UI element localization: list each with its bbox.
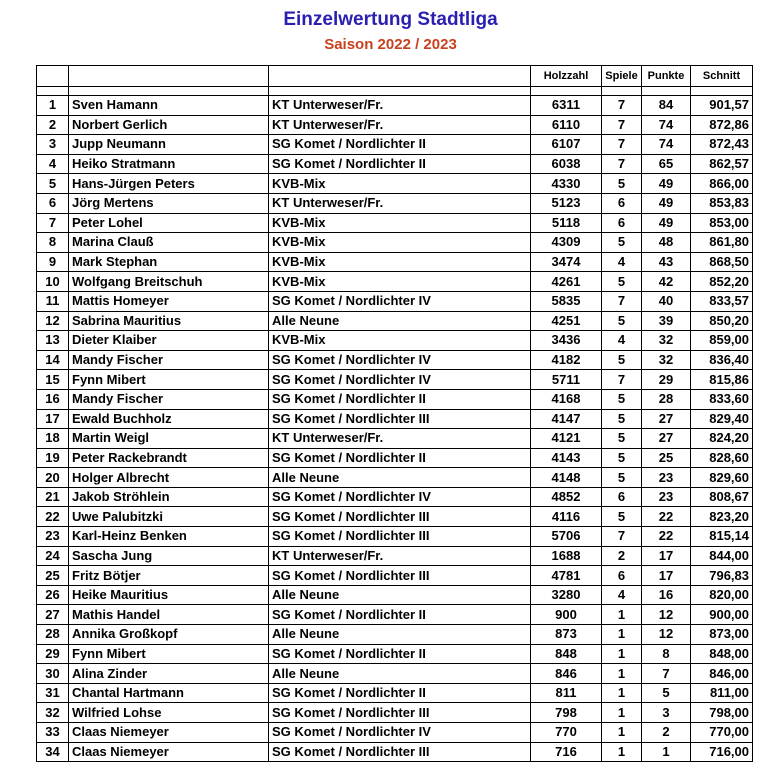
team-cell: KT Unterweser/Fr. xyxy=(269,96,531,116)
player-name-cell: Ewald Buchholz xyxy=(69,409,269,429)
punkte-cell: 39 xyxy=(642,311,691,331)
spiele-cell: 5 xyxy=(602,233,642,253)
schnitt-cell: 829,60 xyxy=(691,468,753,488)
rank-cell: 3 xyxy=(37,135,69,155)
holzzahl-cell: 848 xyxy=(531,644,602,664)
spiele-cell: 7 xyxy=(602,96,642,116)
punkte-cell: 32 xyxy=(642,331,691,351)
table-row xyxy=(37,507,753,527)
punkte-cell: 8 xyxy=(642,644,691,664)
team-cell: Alle Neune xyxy=(269,664,531,684)
table-row xyxy=(37,429,753,449)
player-name-cell: Dieter Klaiber xyxy=(69,331,269,351)
team-cell: KVB-Mix xyxy=(269,252,531,272)
spiele-cell: 4 xyxy=(602,252,642,272)
schnitt-cell: 770,00 xyxy=(691,723,753,743)
schnitt-cell: 844,00 xyxy=(691,546,753,566)
team-cell: KT Unterweser/Fr. xyxy=(269,115,531,135)
team-cell: SG Komet / Nordlichter II xyxy=(269,605,531,625)
table-row xyxy=(37,625,753,645)
team-cell: KVB-Mix xyxy=(269,174,531,194)
spiele-cell: 5 xyxy=(602,409,642,429)
spiele-cell: 1 xyxy=(602,664,642,684)
holzzahl-cell: 846 xyxy=(531,664,602,684)
schnitt-cell: 868,50 xyxy=(691,252,753,272)
holzzahl-cell: 4309 xyxy=(531,233,602,253)
table-row xyxy=(37,96,753,116)
punkte-cell: 5 xyxy=(642,683,691,703)
holzzahl-cell: 4168 xyxy=(531,389,602,409)
header-schnitt: Schnitt xyxy=(691,66,753,87)
spiele-cell: 5 xyxy=(602,468,642,488)
schnitt-cell: 873,00 xyxy=(691,625,753,645)
schnitt-cell: 808,67 xyxy=(691,487,753,507)
holzzahl-cell: 4121 xyxy=(531,429,602,449)
table-row xyxy=(37,644,753,664)
holzzahl-cell: 4182 xyxy=(531,350,602,370)
punkte-cell: 17 xyxy=(642,546,691,566)
rank-cell: 16 xyxy=(37,389,69,409)
player-name-cell: Peter Rackebrandt xyxy=(69,448,269,468)
holzzahl-cell: 4148 xyxy=(531,468,602,488)
table-row xyxy=(37,331,753,351)
rank-cell: 33 xyxy=(37,723,69,743)
rank-cell: 25 xyxy=(37,566,69,586)
spiele-cell: 1 xyxy=(602,605,642,625)
team-cell: SG Komet / Nordlichter II xyxy=(269,389,531,409)
team-cell: SG Komet / Nordlichter II xyxy=(269,448,531,468)
player-name-cell: Holger Albrecht xyxy=(69,468,269,488)
schnitt-cell: 815,14 xyxy=(691,527,753,547)
punkte-cell: 25 xyxy=(642,448,691,468)
spiele-cell: 5 xyxy=(602,429,642,449)
schnitt-cell: 833,57 xyxy=(691,291,753,311)
player-name-cell: Mattis Homeyer xyxy=(69,291,269,311)
rank-cell: 22 xyxy=(37,507,69,527)
spiele-cell: 1 xyxy=(602,625,642,645)
holzzahl-cell: 4116 xyxy=(531,507,602,527)
holzzahl-cell: 4143 xyxy=(531,448,602,468)
rank-cell: 9 xyxy=(37,252,69,272)
player-name-cell: Alina Zinder xyxy=(69,664,269,684)
spiele-cell: 1 xyxy=(602,683,642,703)
table-row xyxy=(37,350,753,370)
rank-cell: 5 xyxy=(37,174,69,194)
punkte-cell: 48 xyxy=(642,233,691,253)
punkte-cell: 16 xyxy=(642,585,691,605)
schnitt-cell: 872,43 xyxy=(691,135,753,155)
rank-cell: 7 xyxy=(37,213,69,233)
spiele-cell: 6 xyxy=(602,487,642,507)
punkte-cell: 12 xyxy=(642,605,691,625)
punkte-cell: 65 xyxy=(642,154,691,174)
punkte-cell: 17 xyxy=(642,566,691,586)
spiele-cell: 2 xyxy=(602,546,642,566)
spiele-cell: 6 xyxy=(602,566,642,586)
table-row xyxy=(37,664,753,684)
rank-cell: 11 xyxy=(37,291,69,311)
spiele-cell: 1 xyxy=(602,644,642,664)
holzzahl-cell: 3474 xyxy=(531,252,602,272)
team-cell: SG Komet / Nordlichter II xyxy=(269,644,531,664)
punkte-cell: 27 xyxy=(642,429,691,449)
holzzahl-cell: 3280 xyxy=(531,585,602,605)
punkte-cell: 12 xyxy=(642,625,691,645)
rank-cell: 31 xyxy=(37,683,69,703)
holzzahl-cell: 4852 xyxy=(531,487,602,507)
spiele-cell: 7 xyxy=(602,291,642,311)
punkte-cell: 27 xyxy=(642,409,691,429)
punkte-cell: 74 xyxy=(642,115,691,135)
team-cell: KT Unterweser/Fr. xyxy=(269,193,531,213)
spiele-cell: 1 xyxy=(602,742,642,762)
spiele-cell: 5 xyxy=(602,350,642,370)
team-cell: SG Komet / Nordlichter II xyxy=(269,135,531,155)
rank-cell: 20 xyxy=(37,468,69,488)
table-row xyxy=(37,605,753,625)
schnitt-cell: 815,86 xyxy=(691,370,753,390)
schnitt-cell: 848,00 xyxy=(691,644,753,664)
table-row xyxy=(37,389,753,409)
player-name-cell: Wolfgang Breitschuh xyxy=(69,272,269,292)
holzzahl-cell: 6110 xyxy=(531,115,602,135)
team-cell: SG Komet / Nordlichter III xyxy=(269,742,531,762)
table-row xyxy=(37,585,753,605)
punkte-cell: 22 xyxy=(642,507,691,527)
table-row xyxy=(37,703,753,723)
holzzahl-cell: 4147 xyxy=(531,409,602,429)
punkte-cell: 84 xyxy=(642,96,691,116)
holzzahl-cell: 811 xyxy=(531,683,602,703)
schnitt-cell: 859,00 xyxy=(691,331,753,351)
player-name-cell: Fynn Mibert xyxy=(69,644,269,664)
schnitt-cell: 901,57 xyxy=(691,96,753,116)
rank-cell: 32 xyxy=(37,703,69,723)
team-cell: SG Komet / Nordlichter IV xyxy=(269,291,531,311)
schnitt-cell: 811,00 xyxy=(691,683,753,703)
holzzahl-cell: 4251 xyxy=(531,311,602,331)
holzzahl-cell: 5706 xyxy=(531,527,602,547)
page-subtitle: Saison 2022 / 2023 xyxy=(324,36,457,53)
schnitt-cell: 836,40 xyxy=(691,350,753,370)
player-name-cell: Mandy Fischer xyxy=(69,350,269,370)
rank-cell: 10 xyxy=(37,272,69,292)
spiele-cell: 1 xyxy=(602,703,642,723)
rank-cell: 15 xyxy=(37,370,69,390)
spiele-cell: 5 xyxy=(602,389,642,409)
header-name xyxy=(69,66,269,87)
player-name-cell: Heiko Stratmann xyxy=(69,154,269,174)
holzzahl-cell: 4330 xyxy=(531,174,602,194)
player-name-cell: Claas Niemeyer xyxy=(69,723,269,743)
schnitt-cell: 862,57 xyxy=(691,154,753,174)
schnitt-cell: 798,00 xyxy=(691,703,753,723)
spiele-cell: 5 xyxy=(602,311,642,331)
holzzahl-cell: 716 xyxy=(531,742,602,762)
player-name-cell: Mathis Handel xyxy=(69,605,269,625)
spiele-cell: 4 xyxy=(602,585,642,605)
player-name-cell: Martin Weigl xyxy=(69,429,269,449)
spiele-cell: 7 xyxy=(602,370,642,390)
spiele-cell: 4 xyxy=(602,331,642,351)
player-name-cell: Jakob Ströhlein xyxy=(69,487,269,507)
schnitt-cell: 850,20 xyxy=(691,311,753,331)
schnitt-cell: 900,00 xyxy=(691,605,753,625)
rank-cell: 27 xyxy=(37,605,69,625)
rank-cell: 30 xyxy=(37,664,69,684)
holzzahl-cell: 900 xyxy=(531,605,602,625)
player-name-cell: Fritz Bötjer xyxy=(69,566,269,586)
schnitt-cell: 853,83 xyxy=(691,193,753,213)
punkte-cell: 1 xyxy=(642,742,691,762)
player-name-cell: Karl-Heinz Benken xyxy=(69,527,269,547)
table-row xyxy=(37,409,753,429)
holzzahl-cell: 3436 xyxy=(531,331,602,351)
rank-cell: 17 xyxy=(37,409,69,429)
punkte-cell: 7 xyxy=(642,664,691,684)
punkte-cell: 2 xyxy=(642,723,691,743)
punkte-cell: 28 xyxy=(642,389,691,409)
spiele-cell: 7 xyxy=(602,135,642,155)
spiele-cell: 5 xyxy=(602,272,642,292)
player-name-cell: Claas Niemeyer xyxy=(69,742,269,762)
team-cell: KVB-Mix xyxy=(269,272,531,292)
rank-cell: 4 xyxy=(37,154,69,174)
player-name-cell: Chantal Hartmann xyxy=(69,683,269,703)
team-cell: KT Unterweser/Fr. xyxy=(269,546,531,566)
player-name-cell: Uwe Palubitzki xyxy=(69,507,269,527)
punkte-cell: 74 xyxy=(642,135,691,155)
team-cell: SG Komet / Nordlichter IV xyxy=(269,370,531,390)
holzzahl-cell: 4261 xyxy=(531,272,602,292)
punkte-cell: 23 xyxy=(642,468,691,488)
table-row xyxy=(37,468,753,488)
table-row xyxy=(37,527,753,547)
holzzahl-cell: 1688 xyxy=(531,546,602,566)
rank-cell: 21 xyxy=(37,487,69,507)
schnitt-cell: 796,83 xyxy=(691,566,753,586)
schnitt-cell: 823,20 xyxy=(691,507,753,527)
schnitt-cell: 852,20 xyxy=(691,272,753,292)
table-row xyxy=(37,115,753,135)
page-title: Einzelwertung Stadtliga xyxy=(283,9,498,30)
table-row xyxy=(37,291,753,311)
rank-cell: 14 xyxy=(37,350,69,370)
punkte-cell: 29 xyxy=(642,370,691,390)
schnitt-cell: 820,00 xyxy=(691,585,753,605)
rank-cell: 28 xyxy=(37,625,69,645)
player-name-cell: Mandy Fischer xyxy=(69,389,269,409)
punkte-cell: 40 xyxy=(642,291,691,311)
team-cell: KVB-Mix xyxy=(269,233,531,253)
player-name-cell: Sabrina Mauritius xyxy=(69,311,269,331)
schnitt-cell: 853,00 xyxy=(691,213,753,233)
punkte-cell: 43 xyxy=(642,252,691,272)
team-cell: SG Komet / Nordlichter IV xyxy=(269,487,531,507)
table-row xyxy=(37,487,753,507)
table-header-row xyxy=(37,66,753,87)
holzzahl-cell: 798 xyxy=(531,703,602,723)
holzzahl-cell: 5118 xyxy=(531,213,602,233)
holzzahl-cell: 6107 xyxy=(531,135,602,155)
team-cell: SG Komet / Nordlichter II xyxy=(269,154,531,174)
table-row xyxy=(37,742,753,762)
punkte-cell: 49 xyxy=(642,174,691,194)
table-row xyxy=(37,683,753,703)
team-cell: KVB-Mix xyxy=(269,213,531,233)
team-cell: SG Komet / Nordlichter III xyxy=(269,527,531,547)
rank-cell: 29 xyxy=(37,644,69,664)
team-cell: SG Komet / Nordlichter II xyxy=(269,683,531,703)
rank-cell: 8 xyxy=(37,233,69,253)
punkte-cell: 3 xyxy=(642,703,691,723)
table-row xyxy=(37,135,753,155)
table-row xyxy=(37,723,753,743)
spiele-cell: 5 xyxy=(602,448,642,468)
rank-cell: 24 xyxy=(37,546,69,566)
spiele-cell: 5 xyxy=(602,507,642,527)
rank-cell: 18 xyxy=(37,429,69,449)
punkte-cell: 42 xyxy=(642,272,691,292)
team-cell: SG Komet / Nordlichter IV xyxy=(269,723,531,743)
spiele-cell: 7 xyxy=(602,527,642,547)
table-row xyxy=(37,311,753,331)
rank-cell: 6 xyxy=(37,193,69,213)
table-row xyxy=(37,448,753,468)
rank-cell: 26 xyxy=(37,585,69,605)
holzzahl-cell: 5123 xyxy=(531,193,602,213)
team-cell: KVB-Mix xyxy=(269,331,531,351)
player-name-cell: Jörg Mertens xyxy=(69,193,269,213)
player-name-cell: Wilfried Lohse xyxy=(69,703,269,723)
schnitt-cell: 824,20 xyxy=(691,429,753,449)
schnitt-cell: 846,00 xyxy=(691,664,753,684)
table-body xyxy=(37,87,753,762)
table-row xyxy=(37,154,753,174)
rank-cell: 2 xyxy=(37,115,69,135)
schnitt-cell: 866,00 xyxy=(691,174,753,194)
player-name-cell: Marina Clauß xyxy=(69,233,269,253)
holzzahl-cell: 6311 xyxy=(531,96,602,116)
spiele-cell: 6 xyxy=(602,213,642,233)
team-cell: Alle Neune xyxy=(269,625,531,645)
schnitt-cell: 861,80 xyxy=(691,233,753,253)
header-punkte: Punkte xyxy=(642,66,691,87)
schnitt-cell: 716,00 xyxy=(691,742,753,762)
player-name-cell: Annika Großkopf xyxy=(69,625,269,645)
team-cell: SG Komet / Nordlichter III xyxy=(269,566,531,586)
schnitt-cell: 829,40 xyxy=(691,409,753,429)
team-cell: SG Komet / Nordlichter IV xyxy=(269,350,531,370)
punkte-cell: 22 xyxy=(642,527,691,547)
team-cell: SG Komet / Nordlichter III xyxy=(269,409,531,429)
player-name-cell: Norbert Gerlich xyxy=(69,115,269,135)
team-cell: Alle Neune xyxy=(269,468,531,488)
spiele-cell: 6 xyxy=(602,193,642,213)
table-row xyxy=(37,272,753,292)
header-holzzahl: Holzzahl xyxy=(531,66,602,87)
punkte-cell: 23 xyxy=(642,487,691,507)
holzzahl-cell: 5835 xyxy=(531,291,602,311)
player-name-cell: Peter Lohel xyxy=(69,213,269,233)
team-cell: SG Komet / Nordlichter III xyxy=(269,507,531,527)
player-name-cell: Hans-Jürgen Peters xyxy=(69,174,269,194)
schnitt-cell: 833,60 xyxy=(691,389,753,409)
player-name-cell: Mark Stephan xyxy=(69,252,269,272)
rank-cell: 34 xyxy=(37,742,69,762)
table-row xyxy=(37,213,753,233)
table-row xyxy=(37,233,753,253)
rank-cell: 19 xyxy=(37,448,69,468)
header-rank xyxy=(37,66,69,87)
header-team xyxy=(269,66,531,87)
table-row xyxy=(37,193,753,213)
rank-cell: 13 xyxy=(37,331,69,351)
punkte-cell: 49 xyxy=(642,213,691,233)
spiele-cell: 7 xyxy=(602,154,642,174)
holzzahl-cell: 6038 xyxy=(531,154,602,174)
schnitt-cell: 828,60 xyxy=(691,448,753,468)
table-row xyxy=(37,174,753,194)
spiele-cell: 1 xyxy=(602,723,642,743)
table-row xyxy=(37,566,753,586)
table-row xyxy=(37,370,753,390)
team-cell: KT Unterweser/Fr. xyxy=(269,429,531,449)
header-spiele: Spiele xyxy=(602,66,642,87)
rank-cell: 23 xyxy=(37,527,69,547)
holzzahl-cell: 770 xyxy=(531,723,602,743)
holzzahl-cell: 873 xyxy=(531,625,602,645)
holzzahl-cell: 4781 xyxy=(531,566,602,586)
spacer-row xyxy=(37,87,753,96)
player-name-cell: Jupp Neumann xyxy=(69,135,269,155)
team-cell: Alle Neune xyxy=(269,311,531,331)
player-name-cell: Sascha Jung xyxy=(69,546,269,566)
punkte-cell: 32 xyxy=(642,350,691,370)
table-row xyxy=(37,252,753,272)
rank-cell: 1 xyxy=(37,96,69,116)
holzzahl-cell: 5711 xyxy=(531,370,602,390)
punkte-cell: 49 xyxy=(642,193,691,213)
schnitt-cell: 872,86 xyxy=(691,115,753,135)
ranking-table xyxy=(36,65,753,762)
spiele-cell: 7 xyxy=(602,115,642,135)
table-row xyxy=(37,546,753,566)
rank-cell: 12 xyxy=(37,311,69,331)
team-cell: Alle Neune xyxy=(269,585,531,605)
player-name-cell: Heike Mauritius xyxy=(69,585,269,605)
team-cell: SG Komet / Nordlichter III xyxy=(269,703,531,723)
player-name-cell: Sven Hamann xyxy=(69,96,269,116)
player-name-cell: Fynn Mibert xyxy=(69,370,269,390)
spiele-cell: 5 xyxy=(602,174,642,194)
